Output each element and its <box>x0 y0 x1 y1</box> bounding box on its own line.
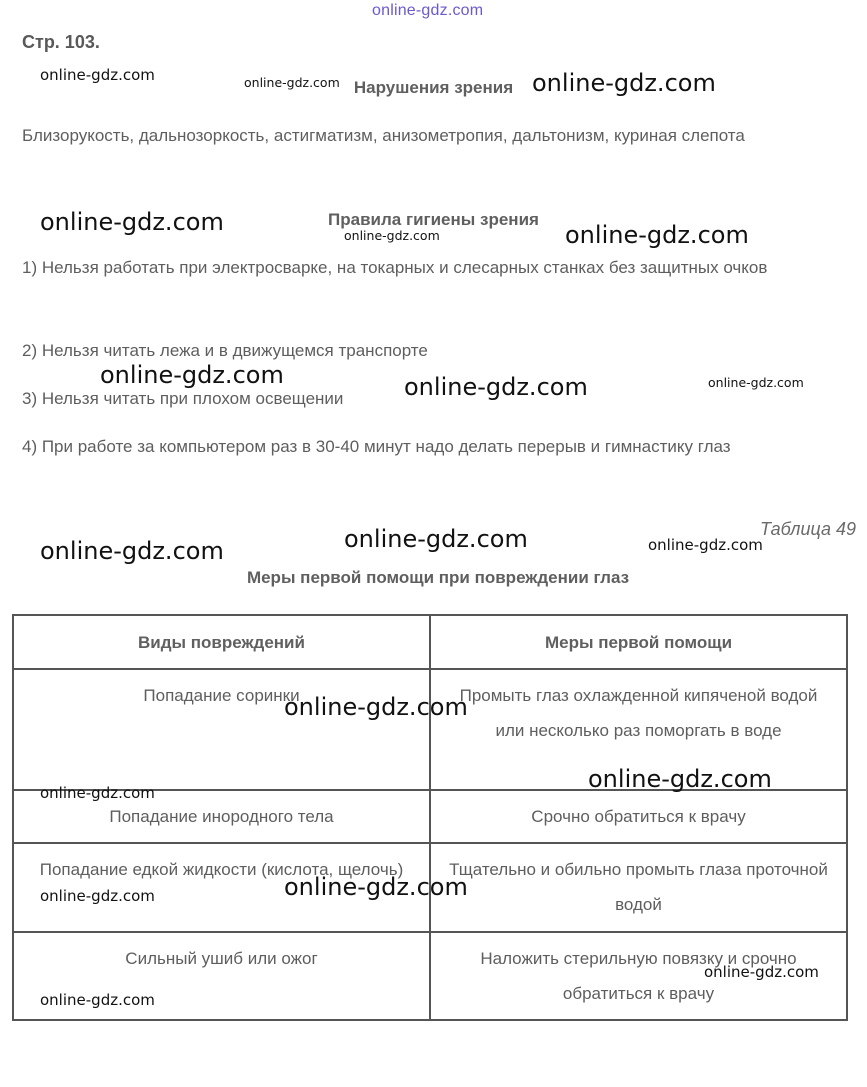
table-header-row <box>13 615 847 669</box>
watermark: online-gdz.com <box>344 525 528 553</box>
watermark: online-gdz.com <box>344 228 440 243</box>
injury-cell: Сильный ушиб или ожог <box>13 932 430 1020</box>
watermark: online-gdz.com <box>40 537 224 565</box>
injury-cell: Попадание соринки <box>13 669 430 790</box>
watermark: online-gdz.com <box>404 373 588 401</box>
watermark: online-gdz.com <box>40 784 155 802</box>
section-heading-eye-hygiene: Правила гигиены зрения <box>328 210 539 229</box>
first-aid-table <box>12 614 848 1021</box>
hygiene-rule-3: 3) Нельзя читать при плохом освещении <box>22 389 344 408</box>
hygiene-rule-1: 1) Нельзя работать при электросварке, на токарных и слесарных станках без защитных очков <box>22 258 768 277</box>
table-number-caption: Таблица 49 <box>759 519 856 539</box>
aid-cell: Тщательно и обильно промыть глаза проточной водой <box>430 843 847 932</box>
column-header: Виды повреждений <box>13 615 430 669</box>
column-header: Меры первой помощи <box>430 615 847 669</box>
table-title: Меры первой помощи при повреждении глаз <box>246 568 630 587</box>
watermark: online-gdz.com <box>40 887 155 905</box>
hygiene-rule-2: 2) Нельзя читать лежа и в движущемся транспорте <box>22 341 428 360</box>
watermark: online-gdz.com <box>532 69 716 97</box>
section-heading-vision-disorders: Нарушения зрения <box>353 78 514 97</box>
watermark: online-gdz.com <box>284 873 468 901</box>
vision-disorders-text: Близорукость, дальнозоркость, астигматизм, анизометропия, дальтонизм, куриная слепота <box>22 126 745 145</box>
page-number: Стр. 103. <box>22 32 100 52</box>
watermark: online-gdz.com <box>704 963 819 981</box>
aid-cell: Наложить стерильную повязку и срочно обратиться к врачу <box>430 932 847 1020</box>
injury-cell: Попадание едкой жидкости (кислота, щелочь) <box>13 843 430 932</box>
top-site-link[interactable]: online-gdz.com <box>372 2 484 19</box>
watermark: online-gdz.com <box>244 75 340 90</box>
injury-cell: Попадание инородного тела <box>13 790 430 843</box>
watermark: online-gdz.com <box>40 991 155 1009</box>
aid-cell: Срочно обратиться к врачу <box>430 790 847 843</box>
aid-cell: Промыть глаз охлажденной кипяченой водой или несколько раз поморгать в воде <box>430 669 847 790</box>
watermark: online-gdz.com <box>708 375 804 390</box>
hygiene-rule-4: 4) При работе за компьютером раз в 30-40 минут надо делать перерыв и гимнастику глаз <box>22 437 731 456</box>
watermark: online-gdz.com <box>648 536 763 554</box>
watermark: online-gdz.com <box>40 66 155 84</box>
watermark: online-gdz.com <box>565 221 749 249</box>
watermark: online-gdz.com <box>588 765 772 793</box>
watermark: online-gdz.com <box>40 208 224 236</box>
watermark: online-gdz.com <box>284 693 468 721</box>
watermark: online-gdz.com <box>100 361 284 389</box>
